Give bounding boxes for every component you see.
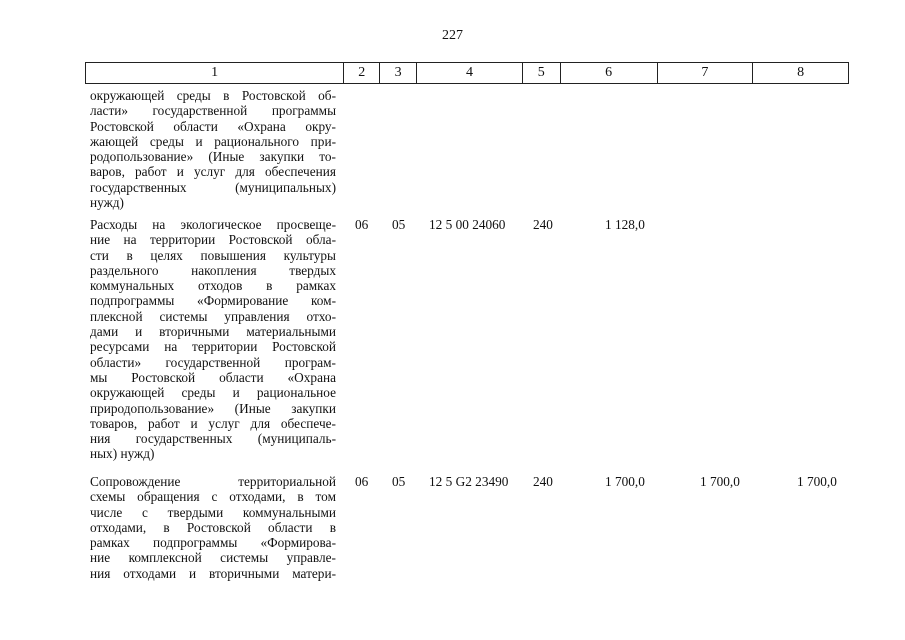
row-3-col-3: 05 bbox=[392, 474, 406, 489]
text-line: области» государственной програм- bbox=[90, 354, 336, 370]
text-line: плексной системы управления отхо- bbox=[90, 308, 336, 324]
text-line: жающей среды и рационального при- bbox=[90, 133, 336, 149]
text-line: окружающей среды в Ростовской об- bbox=[90, 88, 336, 103]
text-line: раздельного накопления твердых bbox=[90, 262, 336, 278]
header-col-5: 5 bbox=[523, 63, 561, 83]
text-line: ния государственных (муниципаль- bbox=[90, 431, 336, 447]
text-line: сти в целях повышения культуры bbox=[90, 247, 336, 263]
text-line: ресурсами на территории Ростовской bbox=[90, 339, 336, 355]
text-line: коммунальных отходов в рамках bbox=[90, 278, 336, 294]
text-line: мы Ростовской области «Охрана bbox=[90, 369, 336, 385]
row-3-description bbox=[90, 474, 336, 581]
row-2-col-3: 05 bbox=[392, 217, 406, 232]
text-line: Сопровождение территориальной bbox=[90, 474, 336, 489]
row-2-description bbox=[90, 217, 336, 462]
table-header bbox=[85, 62, 849, 84]
text-line: природопользование» (Иные закупки bbox=[90, 400, 336, 416]
text-line: Расходы на экологическое просвеще- bbox=[90, 217, 336, 232]
header-col-3: 3 bbox=[380, 63, 417, 83]
text-line: дами и вторичными материальными bbox=[90, 324, 336, 340]
header-col-8: 8 bbox=[797, 65, 805, 80]
text-line: государственных (муниципальных) bbox=[90, 179, 336, 195]
text-line: ние комплексной системы управле- bbox=[90, 550, 336, 566]
header-col-1: 1 bbox=[86, 63, 344, 83]
row-1-description bbox=[90, 88, 336, 210]
text-line: отходами, в Ростовской области в bbox=[90, 519, 336, 535]
text-line: товаров, работ и услуг для обеспече- bbox=[90, 415, 336, 431]
text-line: ние на территории Ростовской обла- bbox=[90, 232, 336, 248]
text-line: числе с твердыми коммунальными bbox=[90, 504, 336, 520]
row-3-col-2: 06 bbox=[355, 474, 369, 489]
row-3-col-5: 240 bbox=[533, 474, 553, 489]
row-3-col-7: 1 700,0 bbox=[700, 474, 740, 489]
header-col-2: 2 bbox=[344, 63, 380, 83]
header-col-6: 6 bbox=[561, 63, 658, 83]
row-2-col-4: 12 5 00 24060 bbox=[429, 217, 506, 232]
text-line: варов, работ и услуг для обеспечения bbox=[90, 164, 336, 180]
row-3-col-6: 1 700,0 bbox=[605, 474, 645, 489]
text-line: ласти» государственной программы bbox=[90, 103, 336, 119]
text-line: родопользование» (Иные закупки то- bbox=[90, 149, 336, 165]
row-3-col-8: 1 700,0 bbox=[797, 474, 837, 489]
text-line: нужд) bbox=[90, 195, 124, 211]
page-number: 227 bbox=[442, 28, 463, 43]
row-3-col-4: 12 5 G2 23490 bbox=[429, 474, 509, 489]
text-line: ных) нужд) bbox=[90, 446, 155, 462]
row-2-col-6: 1 128,0 bbox=[605, 217, 645, 232]
row-2-col-2: 06 bbox=[355, 217, 369, 232]
text-line: окружающей среды и рациональное bbox=[90, 385, 336, 401]
text-line: ния отходами и вторичными матери- bbox=[90, 565, 336, 581]
text-line: Ростовской области «Охрана окру- bbox=[90, 118, 336, 134]
header-col-7: 7 bbox=[658, 63, 754, 83]
text-line: схемы обращения с отходами, в том bbox=[90, 489, 336, 505]
row-2-col-5: 240 bbox=[533, 217, 553, 232]
text-line: рамках подпрограммы «Формирова- bbox=[90, 535, 336, 551]
header-col-4: 4 bbox=[417, 63, 523, 83]
text-line: подпрограммы «Формирование ком- bbox=[90, 293, 336, 309]
